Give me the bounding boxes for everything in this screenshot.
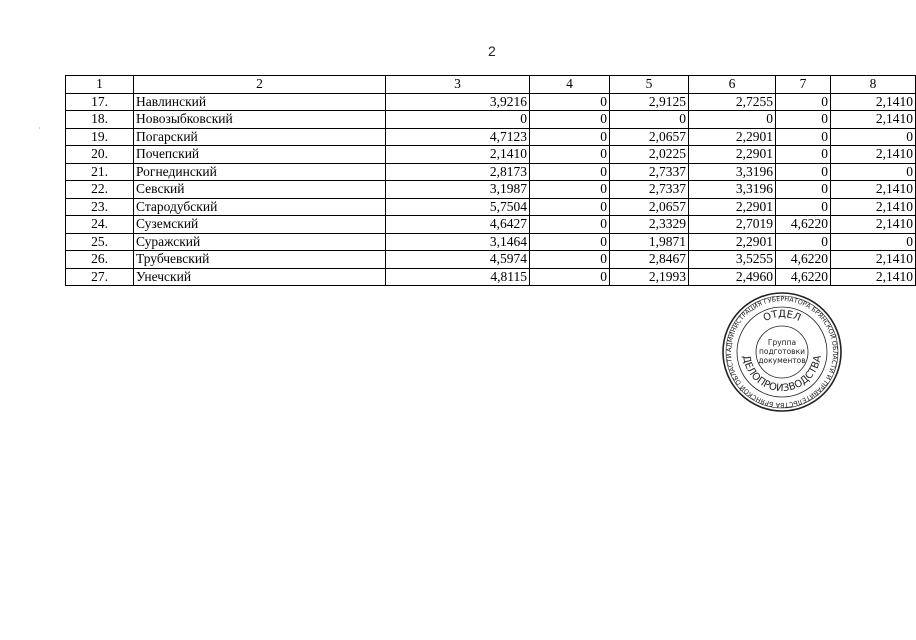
table-row [66, 216, 916, 234]
value-cell: 2,1410 [831, 111, 916, 129]
value-cell: 0 [776, 198, 831, 216]
value-cell: 0 [776, 146, 831, 164]
value-cell: 2,1993 [610, 268, 689, 286]
row-number-cell: 24. [66, 216, 134, 234]
value-cell: 2,1410 [831, 198, 916, 216]
column-header-1: 1 [66, 76, 134, 94]
value-cell: 3,1987 [386, 181, 530, 199]
table-row [66, 93, 916, 111]
value-cell: 0 [530, 163, 610, 181]
value-cell: 2,1410 [831, 216, 916, 234]
value-cell: 2,1410 [831, 268, 916, 286]
column-header-8: 8 [831, 76, 916, 94]
value-cell: 0 [530, 181, 610, 199]
value-cell: 2,9125 [610, 93, 689, 111]
scan-edge-mark: · [38, 124, 41, 133]
value-cell: 0 [530, 128, 610, 146]
district-name-cell: Суземский [134, 216, 386, 234]
value-cell: 0 [776, 128, 831, 146]
table-row [66, 146, 916, 164]
column-header-3: 3 [386, 76, 530, 94]
value-cell: 0 [610, 111, 689, 129]
value-cell: 2,4960 [689, 268, 776, 286]
value-cell: 2,3329 [610, 216, 689, 234]
value-cell: 5,7504 [386, 198, 530, 216]
table-row [66, 111, 916, 129]
column-header-2: 2 [134, 76, 386, 94]
stamp-outer-text: АДМИНИСТРАЦИЯ ГУБЕРНАТОРА БРЯНСКОЙ ОБЛАСТИ И ПРАВИТЕЛЬСТВА БРЯНСКОЙ ОБЛАСТИ [724, 294, 840, 410]
value-cell: 0 [530, 146, 610, 164]
row-number-cell: 19. [66, 128, 134, 146]
value-cell: 2,7337 [610, 181, 689, 199]
district-name-cell: Погарский [134, 128, 386, 146]
row-number-cell: 26. [66, 251, 134, 269]
value-cell: 0 [386, 111, 530, 129]
row-number-cell: 23. [66, 198, 134, 216]
column-header-6: 6 [689, 76, 776, 94]
value-cell: 0 [776, 111, 831, 129]
value-cell: 2,1410 [831, 181, 916, 199]
district-name-cell: Новозыбковский [134, 111, 386, 129]
column-header-5: 5 [610, 76, 689, 94]
stamp-top-text: ОТДЕЛ [761, 308, 803, 325]
value-cell: 2,7337 [610, 163, 689, 181]
table-body [66, 93, 916, 286]
table-row [66, 233, 916, 251]
district-name-cell: Суражский [134, 233, 386, 251]
table-row [66, 128, 916, 146]
value-cell: 0 [776, 163, 831, 181]
value-cell: 2,0225 [610, 146, 689, 164]
district-name-cell: Рогнединский [134, 163, 386, 181]
table-row [66, 163, 916, 181]
value-cell: 4,5974 [386, 251, 530, 269]
value-cell: 4,6427 [386, 216, 530, 234]
value-cell: 2,2901 [689, 233, 776, 251]
table-row [66, 198, 916, 216]
data-table [65, 75, 916, 286]
value-cell: 4,6220 [776, 268, 831, 286]
value-cell: 3,1464 [386, 233, 530, 251]
row-number-cell: 25. [66, 233, 134, 251]
row-number-cell: 18. [66, 111, 134, 129]
value-cell: 2,8173 [386, 163, 530, 181]
row-number-cell: 22. [66, 181, 134, 199]
value-cell: 0 [530, 198, 610, 216]
value-cell: 4,8115 [386, 268, 530, 286]
value-cell: 0 [530, 216, 610, 234]
table-row [66, 181, 916, 199]
row-number-cell: 27. [66, 268, 134, 286]
table-row [66, 268, 916, 286]
district-name-cell: Стародубский [134, 198, 386, 216]
value-cell: 2,1410 [831, 146, 916, 164]
stamp-center-line-3: документов [758, 356, 806, 365]
district-name-cell: Трубчевский [134, 251, 386, 269]
table-header [66, 76, 916, 94]
value-cell: 0 [530, 111, 610, 129]
district-name-cell: Унечский [134, 268, 386, 286]
row-number-cell: 20. [66, 146, 134, 164]
value-cell: 0 [689, 111, 776, 129]
value-cell: 0 [776, 233, 831, 251]
value-cell: 3,9216 [386, 93, 530, 111]
value-cell: 2,0657 [610, 198, 689, 216]
value-cell: 0 [831, 128, 916, 146]
value-cell: 2,0657 [610, 128, 689, 146]
column-header-4: 4 [530, 76, 610, 94]
value-cell: 3,3196 [689, 181, 776, 199]
value-cell: 0 [831, 163, 916, 181]
value-cell: 0 [530, 268, 610, 286]
office-stamp [721, 291, 843, 413]
value-cell: 2,7255 [689, 93, 776, 111]
page-number: 2 [488, 43, 496, 59]
value-cell: 2,2901 [689, 146, 776, 164]
value-cell: 4,6220 [776, 216, 831, 234]
row-number-cell: 17. [66, 93, 134, 111]
value-cell: 3,5255 [689, 251, 776, 269]
table-row [66, 251, 916, 269]
district-name-cell: Почепский [134, 146, 386, 164]
value-cell: 2,1410 [386, 146, 530, 164]
value-cell: 2,2901 [689, 198, 776, 216]
district-name-cell: Севский [134, 181, 386, 199]
value-cell: 3,3196 [689, 163, 776, 181]
value-cell: 0 [530, 233, 610, 251]
column-header-7: 7 [776, 76, 831, 94]
value-cell: 0 [776, 181, 831, 199]
value-cell: 0 [530, 251, 610, 269]
stamp-bottom-text: ДЕЛОПРОИЗВОДСТВА [740, 354, 824, 395]
row-number-cell: 21. [66, 163, 134, 181]
value-cell: 2,2901 [689, 128, 776, 146]
value-cell: 4,6220 [776, 251, 831, 269]
value-cell: 2,7019 [689, 216, 776, 234]
stamp-center-line-1: Группа [767, 338, 797, 347]
value-cell: 4,7123 [386, 128, 530, 146]
value-cell: 2,8467 [610, 251, 689, 269]
value-cell: 0 [530, 93, 610, 111]
stamp-center-line-2: подготовки [759, 347, 805, 356]
value-cell: 0 [831, 233, 916, 251]
value-cell: 0 [776, 93, 831, 111]
district-name-cell: Навлинский [134, 93, 386, 111]
value-cell: 1,9871 [610, 233, 689, 251]
value-cell: 2,1410 [831, 93, 916, 111]
value-cell: 2,1410 [831, 251, 916, 269]
